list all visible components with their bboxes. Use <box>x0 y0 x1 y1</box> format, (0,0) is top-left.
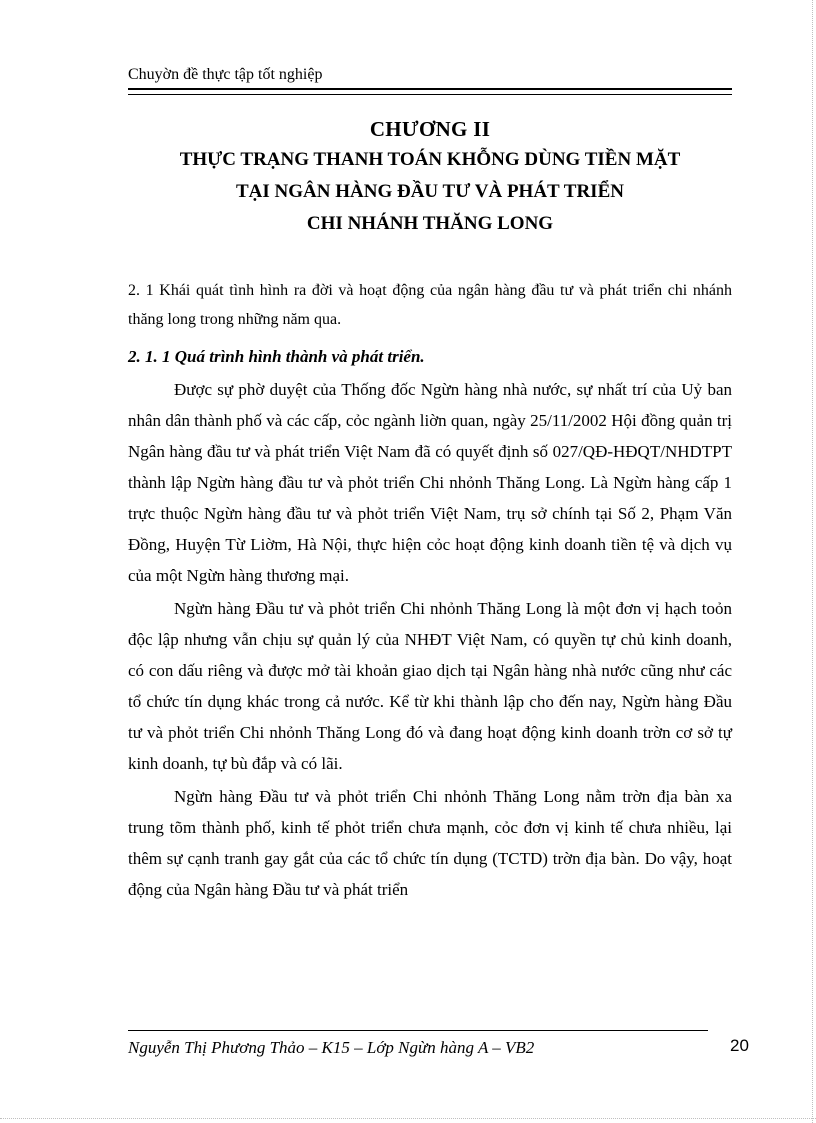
paragraph-1: Được sự phờ duyệt của Thống đốc Ngừn hàng nhà nước, sự nhất trí của Uỷ ban nhân dân thành phố và các cấp, cỏc ngành liờn quan, ngày 25/11/2002 Hội đồng quản trị Ngân hàng đầu tư và phát triển Việt Nam đã có quyết định số 027/QĐ-HĐQT/NHDTPT thành lập Ngừn hàng đầu tư và phỏt triển Chi nhỏnh Thăng Long. Là Ngừn hàng cấp 1 trực thuộc Ngừn hàng đầu tư và phỏt triển Việt Nam, trụ sở chính tại Số 2, Phạm Văn Đồng, Huyện Từ Liờm, Hà Nội, thực hiện cỏc hoạt động kinh doanh tiền tệ và dịch vụ của một Ngừn hàng thương mại. <box>128 380 732 585</box>
page-edge-right <box>812 0 814 1123</box>
section-heading: 2. 1 Khái quát tình hình ra đời và hoạt động của ngân hàng đầu tư và phát triển chi nhánh thăng long trong những năm qua. <box>128 282 732 328</box>
page-number: 20 <box>730 1036 749 1055</box>
paragraph-2: Ngừn hàng Đầu tư và phỏt triển Chi nhỏnh Thăng Long là một đơn vị hạch toỏn độc lập nhưng vẫn chịu sự quản lý của NHĐT Việt Nam, có quyền tự chủ kinh doanh, có con dấu riêng và được mở tài khoản giao dịch tại Ngân hàng nhà nước cũng như các tổ chức tín dụng khác trong cả nước. Kể từ khi thành lập cho đến nay, Ngừn hàng Đầu tư và phỏt triển Chi nhỏnh Thăng Long đó và đang hoạt động kinh doanh trờn cơ sở tự kinh doanh, tự bù đắp và có lãi. <box>128 599 732 773</box>
body-content <box>128 276 732 907</box>
paragraph-3: Ngừn hàng Đầu tư và phỏt triển Chi nhỏnh Thăng Long nằm trờn địa bàn xa trung tõm thành phố, kinh tế phỏt triển chưa mạnh, cỏc đơn vị kinh tế chưa nhiều, lại thêm sự cạnh tranh gay gắt của các tổ chức tín dụng (TCTD) trờn địa bàn. Do vậy, hoạt động của Ngân hàng Đầu tư và phát triển <box>128 787 732 899</box>
chapter-title-line-2: TẠI NGÂN HÀNG ĐẦU TƯ VÀ PHÁT TRIỂN <box>236 181 624 202</box>
footer-rule <box>128 1030 708 1031</box>
subsection-heading: 2. 1. 1 Quá trình hình thành và phát triển. <box>128 347 425 366</box>
chapter-label: CHƯƠNG II <box>369 117 491 141</box>
chapter-title-line-3: CHI NHÁNH THĂNG LONG <box>306 213 554 234</box>
footer-author: Nguyễn Thị Phương Thảo – K15 – Lớp Ngừn hàng A – VB2 <box>128 1038 535 1057</box>
running-header: Chuyờn đề thực tập tốt nghiệp <box>128 66 323 83</box>
page-edge-bottom <box>0 1118 816 1120</box>
header-rule <box>128 88 732 95</box>
chapter-title-block <box>128 114 732 240</box>
chapter-title-line-1: THỰC TRẠNG THANH TOÁN KHỖNG DÙNG TIỀN MẶT <box>179 149 681 170</box>
